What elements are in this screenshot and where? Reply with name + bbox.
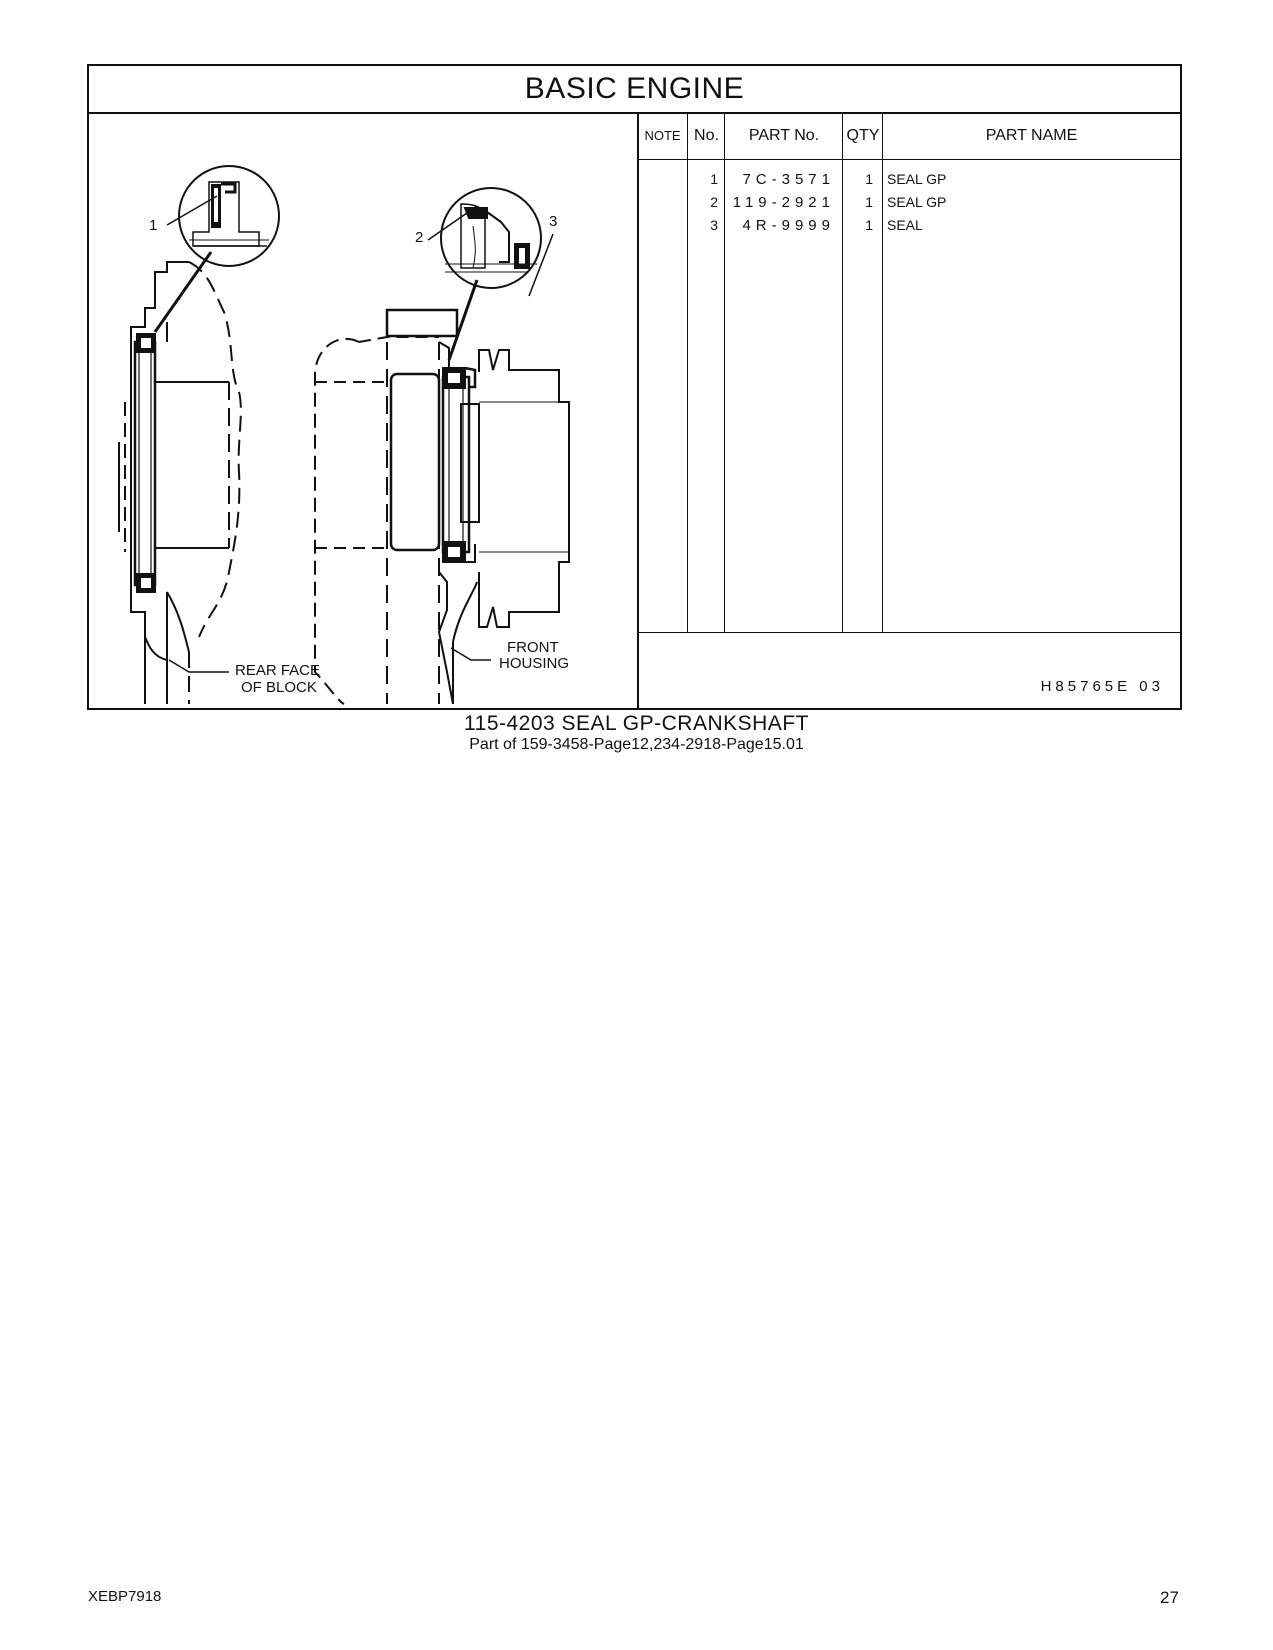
row-part-no: 4R-9999 [742,217,835,234]
footer-rule [637,632,1180,633]
caption-subtitle: Part of 159-3458-Page12,234-2918-Page15.01 [469,736,804,753]
drawing-id: H85765E 03 [1040,678,1164,695]
callout-1: 1 [149,217,158,234]
callout-2: 2 [415,229,424,246]
col-header-no: No. [694,126,719,144]
row-qty: 1 [865,217,873,233]
header-rule [637,159,1180,160]
row-part-name: SEAL [887,217,923,233]
row-no: 2 [710,194,718,210]
callout-3: 3 [549,213,558,230]
row-no: 1 [710,171,718,187]
caption [0,712,1273,754]
table-row [637,168,1180,191]
parts-sheet [87,64,1182,710]
row-qty: 1 [865,194,873,210]
parts-table [637,112,1180,710]
col-header-part-no: PART No. [748,126,820,144]
document-id: XEBP7918 [88,1588,162,1605]
label-front: FRONT [507,639,559,656]
label-of-block: OF BLOCK [241,679,317,696]
label-rear-face: REAR FACE [235,662,321,679]
row-part-name: SEAL GP [887,171,947,187]
col-header-note: NOTE [644,128,681,143]
section-title: BASIC ENGINE [89,66,1180,114]
row-qty: 1 [865,171,873,187]
seal-diagram [89,112,637,710]
col-header-part-name: PART NAME [985,126,1078,144]
table-row [637,191,1180,214]
exploded-view-illustration [89,112,639,710]
caption-title: 115-4203 SEAL GP-CRANKSHAFT [464,712,809,735]
table-row [637,214,1180,237]
label-housing: HOUSING [499,655,570,672]
row-part-no: 7C-3571 [742,171,835,188]
row-part-name: SEAL GP [887,194,947,210]
row-part-no: 119-2921 [732,194,835,211]
col-header-qty: QTY [846,126,880,144]
page-number: 27 [1160,1588,1179,1607]
row-no: 3 [710,217,718,233]
